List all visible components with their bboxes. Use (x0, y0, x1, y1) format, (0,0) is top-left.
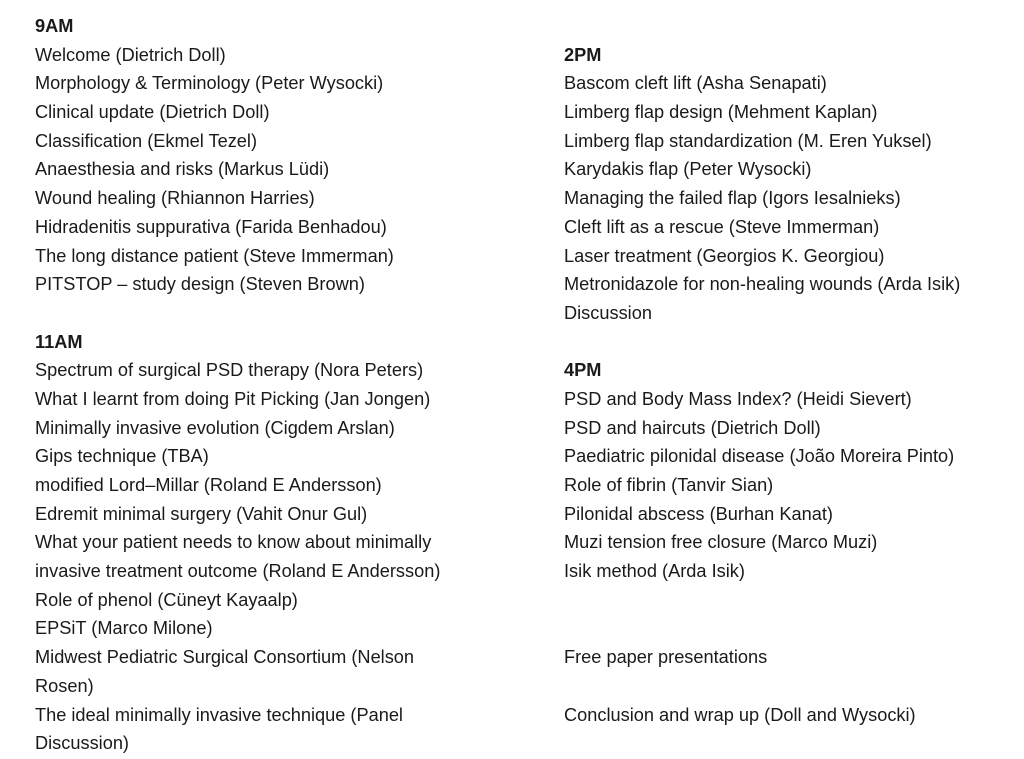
agenda-item: Pilonidal abscess (Burhan Kanat) (564, 503, 833, 524)
agenda-item: Karydakis flap (Peter Wysocki) (564, 159, 812, 180)
agenda-item: PSD and haircuts (Dietrich Doll) (564, 417, 821, 438)
conclusion-item: Conclusion and wrap up (Doll and Wysocki) (564, 704, 916, 725)
agenda-item: Classification (Ekmel Tezel) (35, 130, 258, 151)
agenda-item: Metronidazole for non-healing wounds (Arda Isik) (564, 274, 961, 295)
agenda-item: The long distance patient (Steve Immerman) (35, 245, 394, 266)
agenda-item: Discussion (564, 302, 652, 323)
agenda-item: Managing the failed flap (Igors Iesalnieks) (564, 188, 901, 209)
agenda-item: Laser treatment (Georgios K. Georgiou) (564, 245, 885, 266)
agenda-item: Discussion) (35, 733, 129, 754)
agenda-item: Spectrum of surgical PSD therapy (Nora Peters) (35, 360, 424, 381)
agenda-item: Gips technique (TBA) (35, 446, 209, 467)
agenda-item: Morphology & Terminology (Peter Wysocki) (35, 73, 384, 94)
agenda-item: Edremit minimal surgery (Vahit Onur Gul) (35, 503, 368, 524)
agenda-item: Wound healing (Rhiannon Harries) (35, 188, 315, 209)
session-heading-9am: 9AM (35, 16, 74, 36)
agenda-item: PSD and Body Mass Index? (Heidi Sievert) (564, 388, 912, 409)
agenda-item: Isik method (Arda Isik) (564, 561, 745, 582)
agenda-item: modified Lord–Millar (Roland E Andersson) (35, 475, 382, 495)
agenda-item: Role of fibrin (Tanvir Sian) (564, 475, 774, 495)
session-heading-2pm: 2PM (564, 44, 602, 65)
agenda-item: Bascom cleft lift (Asha Senapati) (564, 73, 827, 94)
section-spacer (564, 672, 1014, 701)
agenda-item: Muzi tension free closure (Marco Muzi) (564, 532, 878, 553)
right-column (564, 12, 1014, 729)
agenda-item: Limberg flap design (Mehment Kaplan) (564, 102, 878, 123)
agenda-item: PITSTOP – study design (Steven Brown) (35, 274, 365, 295)
session-heading-11am: 11AM (35, 331, 83, 352)
agenda-item: Cleft lift as a rescue (Steve Immerman) (564, 216, 880, 237)
agenda-item: What I learnt from doing Pit Picking (Jan Jongen) (35, 388, 431, 409)
agenda-item: Welcome (Dietrich Doll) (35, 44, 226, 65)
section-spacer (564, 328, 1014, 357)
agenda-item: What your patient needs to know about minimally (35, 532, 432, 553)
agenda-item: Rosen) (35, 675, 94, 696)
agenda-item: Limberg flap standardization (M. Eren Yuksel) (564, 130, 932, 151)
agenda-item: EPSiT (Marco Milone) (35, 618, 213, 639)
agenda-item: The ideal minimally invasive technique (Panel (35, 704, 403, 725)
top-spacer (564, 12, 1014, 41)
session-heading-4pm: 4PM (564, 360, 602, 381)
section-spacer (564, 586, 1014, 615)
free-paper-item: Free paper presentations (564, 647, 768, 668)
agenda-item: invasive treatment outcome (Roland E Andersson) (35, 561, 441, 582)
agenda-item: Midwest Pediatric Surgical Consortium (Nelson (35, 647, 415, 668)
agenda-item: Hidradenitis suppurativa (Farida Benhadou) (35, 216, 387, 237)
agenda-item: Anaesthesia and risks (Markus Lüdi) (35, 159, 330, 180)
agenda-item: Role of phenol (Cüneyt Kayaalp) (35, 589, 298, 610)
left-column (35, 12, 525, 758)
agenda-item: Clinical update (Dietrich Doll) (35, 102, 270, 123)
section-spacer (564, 614, 1014, 643)
agenda-item: Minimally invasive evolution (Cigdem Arslan) (35, 417, 395, 438)
section-spacer (35, 299, 525, 328)
agenda-item: Paediatric pilonidal disease (João Moreira Pinto) (564, 446, 955, 467)
